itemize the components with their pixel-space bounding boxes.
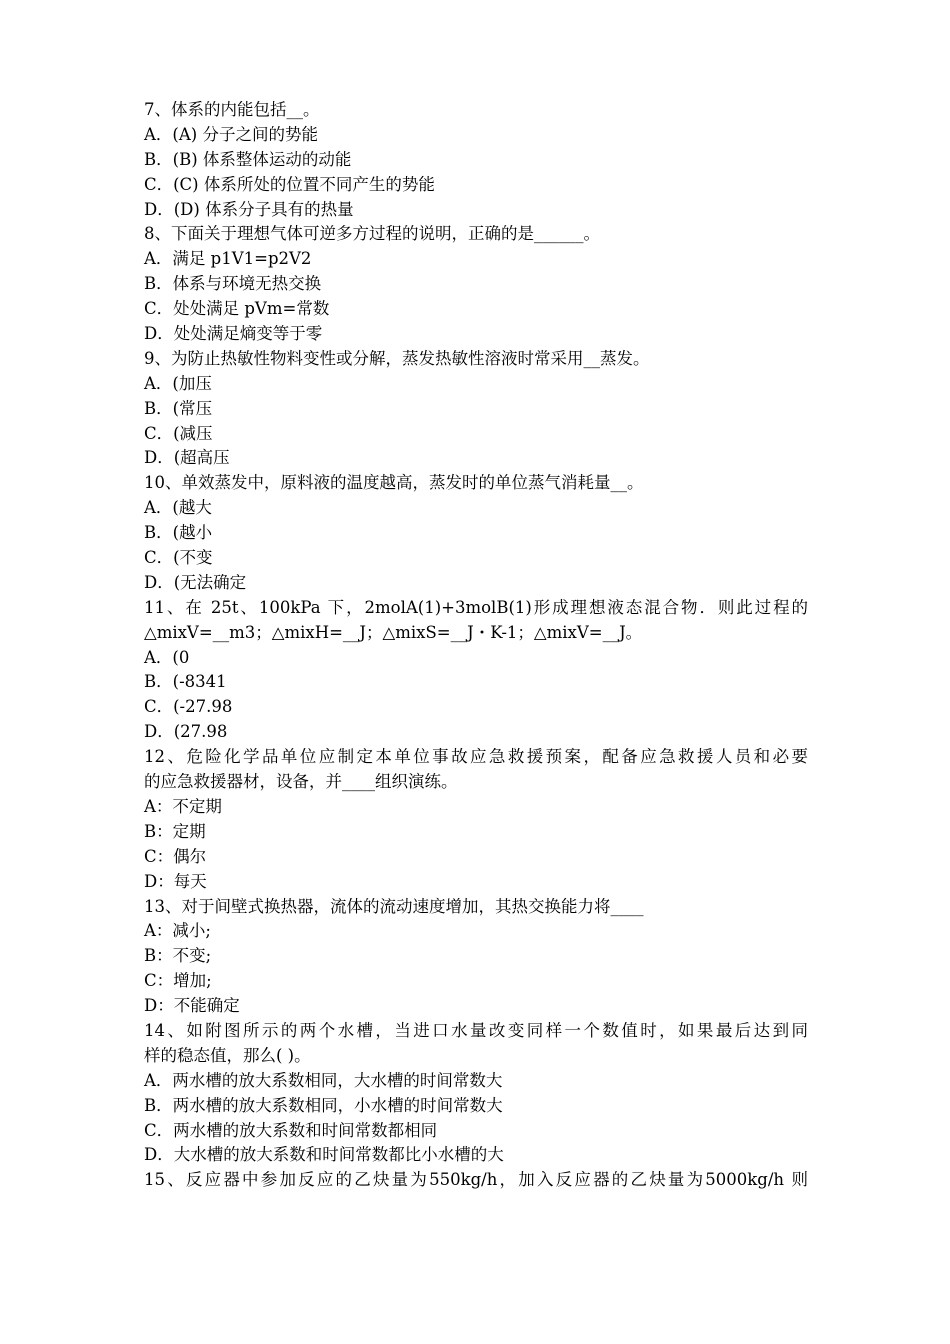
question-block [144, 596, 808, 745]
question-block [144, 895, 808, 1019]
question-block [144, 1168, 808, 1193]
answer-option: D．大水槽的放大系数和时间常数都比小水槽的大 [144, 1145, 504, 1165]
answer-option: A．(A) 分子之间的势能 [144, 124, 318, 144]
answer-option: B．两水槽的放大系数相同，小水槽的时间常数大 [144, 1095, 503, 1115]
answer-option: B．(-8341 [144, 672, 227, 692]
question-stem: 14、如附图所示的两个水槽，当进口水量改变同样一个数值时，如果最后达到同 [144, 1020, 808, 1040]
question-list [144, 98, 808, 1193]
answer-option: C：偶尔 [144, 846, 207, 866]
answer-option: D．(无法确定 [144, 572, 247, 592]
answer-option: D：不能确定 [144, 996, 240, 1016]
question-block [144, 98, 808, 222]
answer-option: B．(常压 [144, 398, 213, 418]
answer-option: C．(C) 体系所处的位置不同产生的势能 [144, 174, 435, 194]
question-stem: 8、下面关于理想气体可逆多方过程的说明，正确的是______。 [144, 224, 600, 244]
answer-option: D．(超高压 [144, 448, 230, 468]
answer-option: C．(不变 [144, 548, 213, 568]
answer-option: A．(0 [144, 647, 190, 667]
question-stem: 的应急救援器材，设备，并____组织演练。 [144, 772, 458, 792]
answer-option: C：增加; [144, 971, 212, 991]
answer-option: C．处处满足 pVm=常数 [144, 299, 330, 319]
question-block [144, 222, 808, 346]
answer-option: C．两水槽的放大系数和时间常数都相同 [144, 1120, 438, 1140]
answer-option: A：减小; [144, 921, 211, 941]
question-stem: 10、单效蒸发中，原料液的温度越高，蒸发时的单位蒸气消耗量__。 [144, 473, 644, 493]
answer-option: D：每天 [144, 871, 207, 891]
answer-option: B．(B) 体系整体运动的动能 [144, 149, 352, 169]
answer-option: A．两水槽的放大系数相同，大水槽的时间常数大 [144, 1070, 503, 1090]
answer-option: B．体系与环境无热交换 [144, 274, 322, 294]
answer-option: A：不定期 [144, 796, 222, 816]
question-stem: 15、反应器中参加反应的乙炔量为550kg/h，加入反应器的乙炔量为5000kg/h 则 [144, 1170, 808, 1190]
question-stem: 11、在 25t、100kPa 下，2molA(1)+3molB(1)形成理想液态混合物．则此过程的 [144, 597, 808, 617]
question-stem: 12、危险化学品单位应制定本单位事故应急救援预案，配备应急救援人员和必要 [144, 747, 808, 767]
answer-option: A．满足 p1V1=p2V2 [144, 249, 312, 269]
question-block [144, 1019, 808, 1168]
answer-option: B：不变; [144, 946, 212, 966]
answer-option: A．(越大 [144, 498, 212, 518]
question-block [144, 471, 808, 595]
answer-option: B．(越小 [144, 523, 213, 543]
answer-option: D．(27.98 [144, 722, 228, 742]
answer-option: C．(-27.98 [144, 697, 233, 717]
answer-option: B：定期 [144, 821, 206, 841]
question-stem: 样的稳态值，那么( )。 [144, 1045, 311, 1065]
answer-option: C．(减压 [144, 423, 213, 443]
question-stem: 9、为防止热敏性物料变性或分解，蒸发热敏性溶液时常采用__蒸发。 [144, 348, 650, 368]
answer-option: A．(加压 [144, 373, 212, 393]
answer-option: D．(D) 体系分子具有的热量 [144, 199, 354, 219]
question-stem: 13、对于间壁式换热器，流体的流动速度增加，其热交换能力将____ [144, 896, 644, 916]
question-stem: △mixV=__m3；△mixH=__J；△mixS=__J・K-1；△mixV=__J。 [144, 622, 643, 642]
question-block [144, 347, 808, 471]
question-stem: 7、体系的内能包括__。 [144, 100, 320, 119]
answer-option: D．处处满足熵变等于零 [144, 324, 323, 344]
question-block [144, 745, 808, 894]
